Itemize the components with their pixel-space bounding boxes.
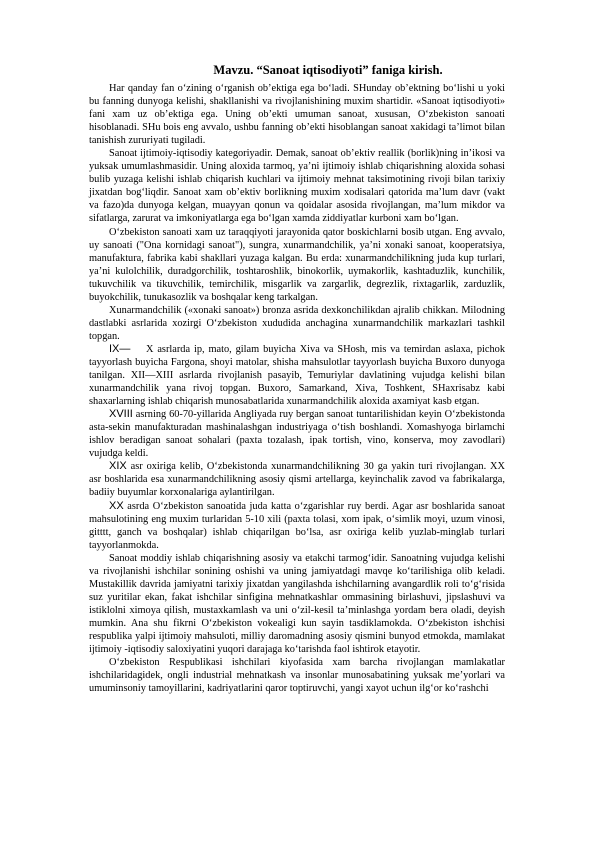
century-label: XX [109, 499, 124, 512]
paragraph [89, 343, 505, 408]
paragraph-text: Xunarmandchilik («xonaki sanoat») bronza asrida dexkonchilikdan ajralib chikkan. Milodning dastlabki asrlarida xozirgi O‘zbekiston xududida anchagina xunarmandchilik markazlari tashkil topgan. [89, 304, 505, 342]
document-title: Mavzu. “Sanoat iqtisodiyoti” faniga kirish. [213, 63, 443, 77]
paragraph [89, 656, 505, 695]
paragraph-text: Har qanday fan o‘zining o‘rganish ob’ektiga ega bo‘ladi. SHunday ob’ektning bo‘lishi u yoki bu fanning dunyoga kelishi, shakllanishi va rivojlanishining muxim shartidir. «Sanoat iqtisodiyoti» fani xam uz ob’ektiga ega. Uning ob’ekti umuman sanoat, xususan, O‘zbekiston sanoati hisoblanadi. SHu bois eng avvalo, ushbu fanning ob’ekti hisoblangan sanoat xakidagi ta’limot bilan tanishish zururiyati tugiladi. [89, 83, 505, 147]
century-label: XIX [109, 460, 127, 473]
paragraph-text: asrda O‘zbekiston sanoatida juda katta o‘zgarishlar ruy berdi. Agar asr boshlarida sanoat mahsulotining eng muxim turlaridan 5-10 xili (paxta tolasi, xom ipak, o‘simlik moyi, uzum vinosi, gitttt, ganch va boshqalar) ishlab chiqarilgan bo‘lsa, asr oxiriga kelib yuzlab-minglab turlari tayyorlanmokda. [89, 500, 505, 551]
paragraph [89, 82, 505, 147]
paragraph-text: O‘zbekiston sanoati xam uz taraqqiyoti jarayonida qator boskichlarni bosib utgan. Eng avvalo, uy sanoati ("Ona kornidagi sanoat"), sungra, xunarmandchilik, ya’ni xonaki sanoat, kooperatsiya, manufaktura, fabrika kabi shakllari yuzaga kalgan. Bu erda: xunarmandchilikning juda kup turlari, ya’ni kulolchilik, duradgorchilik, toshtaroshlik, binokorlik, uymakorlik, kashtaduzlik, kunchilik, tukuvchilik va tikuvchilik, temirchilik, misgarlik va zargarlik, degrezlik, rixtagarlik, zarduzlik, buyokchilik, tunukasozlik va boshqalar keng tarkalgan. [89, 226, 505, 303]
paragraph [89, 408, 505, 460]
paragraph [89, 460, 505, 499]
paragraph [89, 500, 505, 552]
paragraph-text: Sanoat moddiy ishlab chiqarishning asosiy va etakchi tarmog‘idir. Sanoatning vujudga kelishi va rivojlanishi ishchilar sonining oshishi va uning jamiyatdagi mavqe ko‘tarilishiga olib keladi. Mustakillik davrida jamiyatni tarixiy jixatdan yangilashda ishchilarning avangardlik roli to‘g‘risida suz yuritilar ekan, fakat ishchilar sinfigina mehnatkashlar ommasining birlashuvi, jipslashuvi va istiklolni ximoya qilish, mustaxkamlash va uni o‘zil-kesil ta’minlashga yordam bera oladi, deyish mumkin. Ana shu fikrni O‘zbekiston vokealigi kun sayin tasdiklamokda. O‘zbekiston ishchisi respublika yalpi ijtimoiy mahsuloti, milliy daromadning asosiy qismini bunyod etmokda, mamlakat ijtimoiy -iqtisodiy saloxiyatini yuqori darajaga ko‘tarishda faol ishtirok etayotir. [89, 552, 505, 656]
paragraph [89, 304, 505, 343]
paragraph-text: O‘zbekiston Respublikasi ishchilari kiyofasida xam barcha rivojlangan mamlakatlar ishchilaridagidek, ongli industrial mehnatkash va insonlar munosabatining yuksak me’yorlari va umuminsoniy tamoyillarini, kadriyatlarini qaror toptiruvchi, yangi xayot uchun ilg‘or ko‘rashchi [89, 657, 505, 695]
paragraph-text: X asrlarda ip, mato, gilam buyicha Xiva va SHosh, mis va temirdan aslaxa, pichok tayyorlash buyicha Fargona, shoyi matolar, shisha mahsulotlar tayyorlash buyicha Buxoro dunyoga tanilgan. XII—XIII asrlarda rivojlanish pasayib, Temuriylar davlatining vujudga kelishi bilan xunarmandchilik yana rivoj topgan. Buxoro, Samarkand, Xiva, Toshkent, SHaxrisabz kabi shaxarlarning ishlab chiqarish munosabatlarida xunarmandchilik aloxida axamiyat kasb etgan. [89, 343, 506, 408]
paragraph-text: asrning 60-70-yillarida Angliyada ruy bergan sanoat tuntarilishidan keyin O‘zbekistonda asta-sekin manufakturadan mashinalashgan industriyaga o‘tish boshlandi. Xomashyoga birlamchi ishlov beradigan sanoat sohalari (paxta tozalash, ipak tortish, vino, konserva, moy zavodlari) vujudga keldi. [89, 409, 506, 460]
paragraph-text: asr oxiriga kelib, O‘zbekistonda xunarmandchilikning 30 ga yakin turi rivojlangan. XX asr boshlarida esa xunarmandchilikning asosiy qismi artellarga, keyinchalik zavod va fabrikalarga, badiiy buyumlar korxonalariga aylantirilgan. [89, 461, 505, 499]
paragraph-text: Sanoat ijtimoiy-iqtisodiy kategoriyadir. Demak, sanoat ob’ektiv reallik (borlik)ning in’ikosi va yuksak umumlashmasidir. Uning aloxida tarmoq, ya’ni ijtimoiy ishlab chiqarishning aloxida sohasi bulib yuzaga kelishi ishlab chiqarish kuchlari va ijtimoiy mehnat taksimotining rivoji bilan tarixiy jixatdan bog‘liqdir. Sanoat xam ob’ektiv borlikning muxim xodisalari qatorida ma’lum davr (vakt va fazo)da dunyoga kelgan, muayyan qonun va qoidalar asosida rivojlangan, ma’lum mikdor va sifatlarga, zarurat va imkoniyatlarga ega bo‘lgan xamda ziddiyatlar kurboni xam bo‘lgan. [89, 148, 505, 225]
document-body [89, 82, 505, 695]
paragraph [89, 552, 505, 656]
century-label: IX— [109, 342, 131, 355]
paragraph [89, 147, 505, 225]
century-label: XVIII [109, 408, 133, 421]
paragraph [89, 226, 505, 304]
